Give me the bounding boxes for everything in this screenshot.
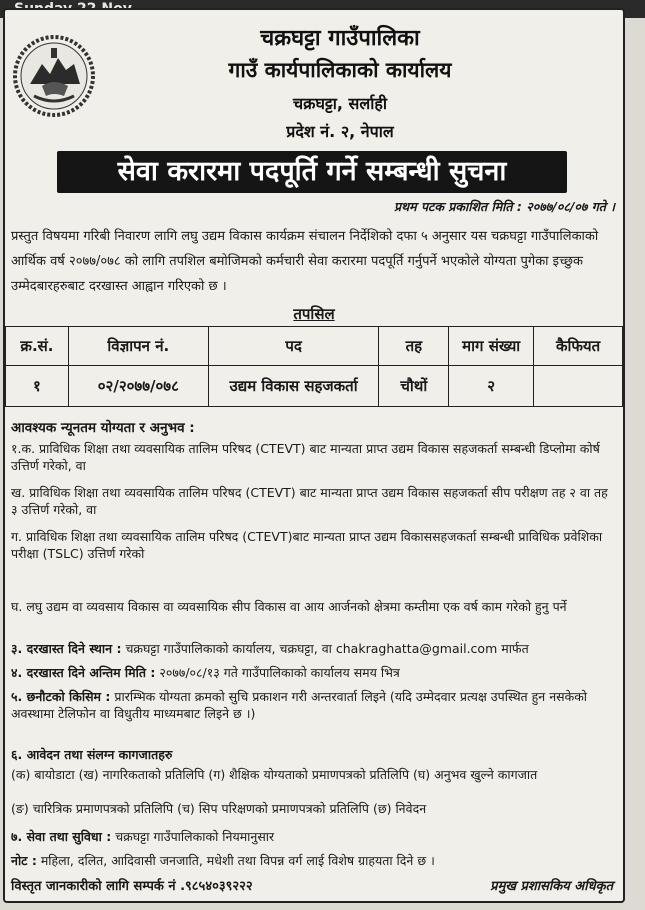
qualification-heading: आवश्यक न्यूनतम योग्यता र अनुभव : [11, 420, 195, 436]
cell-level: चौथों [379, 366, 449, 407]
contact-info: विस्तृत जानकारीको लागि सम्पर्क नं .९८५४०३९२२२ [11, 879, 253, 894]
col-header-sn: क्र.सं. [6, 327, 69, 366]
qualification-item-d: घ. लघु उद्यम वा व्यवसाय विकास वा व्यवसायिक सीप विकास वा आय आर्जनको क्षेत्रमा कम्तीमा एक वर्ष काम गरेको हुनु पर्ने [11, 599, 567, 614]
col-header-post: पद [208, 327, 379, 366]
service-facility [11, 828, 617, 845]
cell-post: उद्यम विकास सहजकर्ता [208, 366, 379, 407]
cell-ad-no: ०२/२०७७/०७८ [68, 366, 208, 407]
documents-line-2: (ङ) चारित्रिक प्रमाणपत्रको प्रतिलिपि (च) सिप परिक्षणको प्रमाणपत्रको प्रतिलिपि (छ) निवेदन [11, 801, 427, 816]
nepal-emblem-icon [12, 34, 96, 118]
col-header-remarks: कैफियत [534, 327, 623, 366]
notice-frame [3, 8, 625, 903]
documents-heading: ६. आवेदन तथा संलग्न कागजातहरु [11, 747, 173, 762]
qualification-item-a: १.क. प्राविधिक शिक्षा तथा व्यवसायिक तालिम परिषद (CTEVT) बाट मान्यता प्राप्त उद्यम विकास सहजकर्ता सम्बन्धी डिप्लोमा कोर्ष उत्तिर्ण गरेको, वा [11, 441, 600, 473]
application-place-label: ३. दरखास्त दिने स्थान : [11, 641, 122, 656]
qualification-item-b: ख. प्राविधिक शिक्षा तथा व्यवसायिक तालिम परिषद (CTEVT) बाट मान्यता प्राप्त उद्यम विकास सहजकर्ता सीप परीक्षण तह २ वा तह ३ उत्तिर्ण गरेको, वा [11, 485, 608, 517]
documents-line-1: (क) बायोडाटा (ख) नागरिकताको प्रतिलिपि (ग) शैक्षिक योग्यताको प्रमाणपत्रको प्रतिलिपि (घ) अनुभव खुल्ने कागजात [11, 767, 538, 782]
schedule-heading: तपसिल [293, 305, 335, 323]
application-place [11, 640, 617, 657]
col-header-level: तह [379, 327, 449, 366]
col-header-ad-no: विज्ञापन नं. [68, 327, 208, 366]
note-text: महिला, दलित, आदिवासी जनजाति, मधेशी तथा विपन्न वर्ग लाई विशेष ग्राहयता दिने छ । [40, 853, 435, 868]
note [11, 852, 617, 869]
address-line: चक्रघट्टा, सर्लाही [293, 94, 387, 113]
office-name: गाउँ कार्यपालिकाको कार्यालय [228, 58, 452, 82]
service-facility-label: ७. सेवा तथा सुविधा : [11, 829, 112, 844]
selection-method [11, 688, 617, 722]
vacancy-table [5, 326, 623, 407]
signatory: प्रमुख प्रशासकिय अधिकृत [490, 879, 613, 894]
application-deadline-label: ४. दरखास्त दिने अन्तिम मिति : [11, 665, 156, 680]
col-header-demand: माग संख्या [449, 327, 534, 366]
qualification-item-c: ग. प्राविधिक शिक्षा तथा व्यवसायिक तालिम परिषद (CTEVT)बाट मान्यता प्राप्त उद्यम विकाससहजकर्ता सम्बन्धी प्राविधिक प्रवेशिका परीक्षा (TSLC) उत्तिर्ण गरेको [11, 529, 603, 561]
notice-title: सेवा करारमा पदपूर्ति गर्ने सम्बन्धी सुचना [57, 151, 567, 193]
application-deadline-text: २०७७/०८/१३ गते गाउँपालिकाको कार्यालय समय भित्र [159, 665, 400, 680]
table-row [6, 366, 623, 407]
service-facility-text: चक्रघट्टा गाउँपालिकाको नियमानुसार [115, 829, 275, 844]
publication-date: प्रथम पटक प्रकाशित मिति : २०७७/०८/०७ गते । [394, 199, 615, 214]
application-deadline [11, 664, 617, 681]
cell-remarks [534, 366, 623, 407]
selection-method-label: ५. छनौटको किसिम : [11, 689, 111, 704]
cell-sn: १ [6, 366, 69, 407]
municipality-name: चक्रघट्टा गाउँपालिका [260, 26, 420, 51]
table-header-row [6, 327, 623, 366]
cell-demand: २ [449, 366, 534, 407]
application-place-text: चक्रघट्टा गाउँपालिकाको कार्यालय, चक्रघट्टा, वा chakraghatta@gmail.com मार्फत [125, 641, 529, 656]
note-label: नोट : [11, 853, 37, 868]
selection-method-text: प्रारम्भिक योग्यता क्रमको सुचि प्रकाशन गरी अन्तरवार्ता लिइने (यदि उम्मेदवार प्रत्यक्ष उपस्थित हुन नसकेको अवस्थामा टेलिफोन वा विधुतीय माध्यमबाट लिइने छ ।) [11, 689, 588, 721]
intro-paragraph: प्रस्तुत विषयमा गरिबी निवारण लागि लघु उद्यम विकास कार्यक्रम संचालन निर्देशिको दफा ५ अनुसार यस चक्रघट्टा गाउँपालिकाको आर्थिक वर्ष २०७७/०७८ को लागि तपशिल बमोजिमको कर्मचारी सेवा करारमा पदपूर्ति गर्नुपर्ने भएकोले योग्यता पुगेका इच्छुक उम्मेदबारहरुबाट दरखास्त आह्वान गरिएको छ । [11, 229, 599, 294]
province-line: प्रदेश नं. २, नेपाल [286, 122, 394, 141]
